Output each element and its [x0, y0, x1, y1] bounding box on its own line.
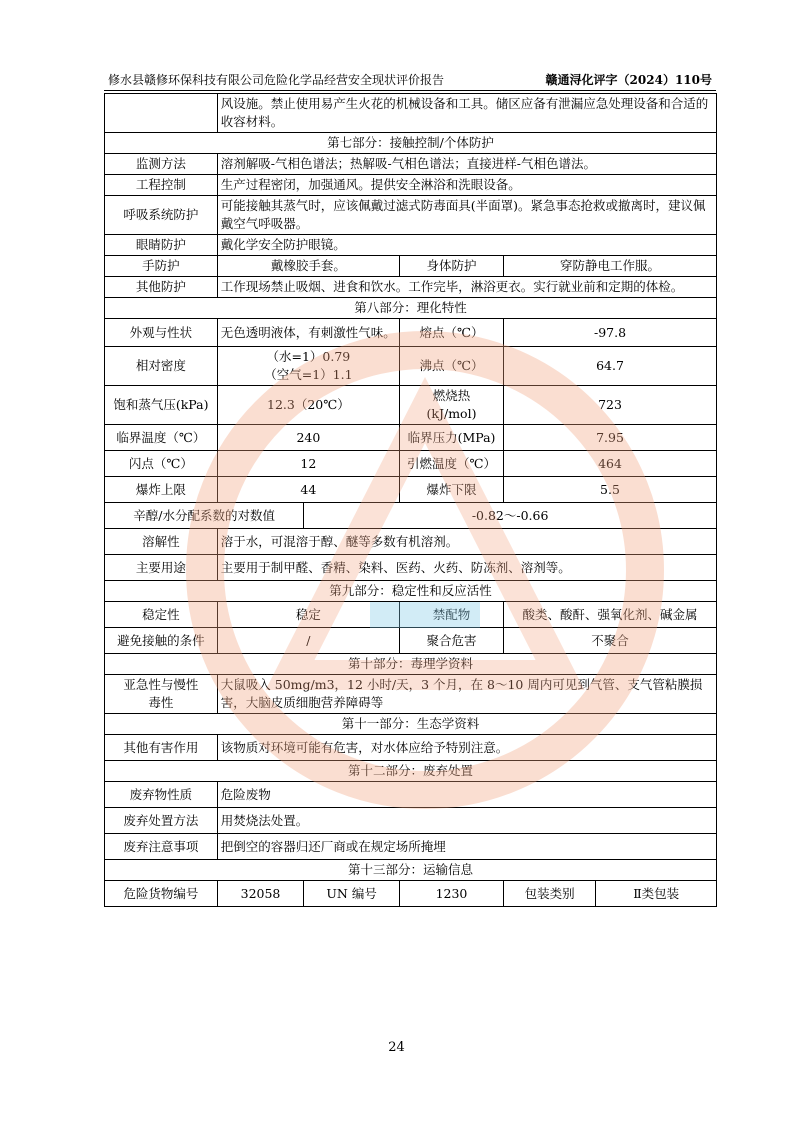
row-label: 引燃温度（℃）: [399, 451, 503, 477]
row-label: 饱和蒸气压(kPa): [105, 386, 218, 425]
row-label: 溶解性: [105, 529, 218, 555]
row-label: 熔点（℃）: [399, 319, 503, 347]
page-number: 24: [388, 1040, 405, 1055]
row-value: 723: [504, 386, 717, 425]
row-value: 穿防静电工作服。: [504, 256, 717, 277]
row-value: 溶于水，可混溶于醇、醚等多数有机溶剂。: [217, 529, 716, 555]
row-label: 废弃注意事项: [105, 834, 218, 860]
report-number: 赣通浔化评字（2024）110号: [545, 73, 712, 87]
row-label: 身体防护: [399, 256, 503, 277]
row-value: /: [217, 628, 399, 654]
table-row: [105, 529, 717, 555]
row-value: 酸类、酸酐、强氧化剂、碱金属: [504, 602, 717, 628]
section-title: 第七部分：接触控制/个体防护: [105, 133, 717, 154]
row-value: 12.3（20℃）: [217, 386, 399, 425]
row-label: 沸点（℃）: [399, 347, 503, 386]
row-label: 辛醇/水分配系数的对数值: [105, 503, 304, 529]
row-value: 32058: [217, 881, 303, 907]
row-label: 包装类别: [504, 881, 596, 907]
table-row: [105, 602, 717, 628]
row-value: 1230: [399, 881, 503, 907]
row-value: 生产过程密闭，加强通风。提供安全淋浴和洗眼设备。: [217, 175, 716, 196]
table-row: [105, 154, 717, 175]
row-value: 不聚合: [504, 628, 717, 654]
row-label: 临界温度（℃）: [105, 425, 218, 451]
msds-table: [104, 93, 717, 907]
row-value: 大鼠吸入 50mg/m3，12 小时/天，3 个月，在 8～10 周内可见到气管、支气管粘膜损害，大脑皮质细胞营养障碍等: [217, 675, 716, 714]
section-title: 第十三部分：运输信息: [105, 860, 717, 881]
row-value: 5.5: [504, 477, 717, 503]
row-label: 闪点（℃）: [105, 451, 218, 477]
section-header-13: [105, 860, 717, 881]
table-row: [105, 319, 717, 347]
row-value: 该物质对环境可能有危害，对水体应给予特别注意。: [217, 735, 716, 761]
row-label: 眼睛防护: [105, 235, 218, 256]
table-row: [105, 675, 717, 714]
density-water: （水=1）0.79: [266, 349, 351, 364]
table-row: [105, 808, 717, 834]
section-title: 第十部分：毒理学资料: [105, 654, 717, 675]
row-label: 外观与性状: [105, 319, 218, 347]
row-value: 7.95: [504, 425, 717, 451]
section-header-10: [105, 654, 717, 675]
row-value: 64.7: [504, 347, 717, 386]
row-value: 工作现场禁止吸烟、进食和饮水。工作完毕，淋浴更衣。实行就业前和定期的体检。: [217, 277, 716, 298]
row-label: 呼吸系统防护: [105, 196, 218, 235]
row-value: Ⅱ类包装: [596, 881, 717, 907]
tox-label-line1: 亚急性与慢性: [123, 677, 199, 692]
row-label: [399, 386, 503, 425]
section-title: 第十一部分：生态学资料: [105, 714, 717, 735]
row-label: 爆炸上限: [105, 477, 218, 503]
row-label: 爆炸下限: [399, 477, 503, 503]
tox-label-line2: 毒性: [148, 695, 174, 710]
row-value: 无色透明液体，有刺激性气味。: [217, 319, 399, 347]
row-label: 废弃物性质: [105, 782, 218, 808]
row-label: 废弃处置方法: [105, 808, 218, 834]
row-value: 240: [217, 425, 399, 451]
row-value: 溶剂解吸-气相色谱法；热解吸-气相色谱法；直接进样-气相色谱法。: [217, 154, 716, 175]
density-air: （空气=1）1.1: [264, 367, 353, 382]
row-label: 相对密度: [105, 347, 218, 386]
row-value: 戴化学安全防护眼镜。: [217, 235, 716, 256]
section-title: 第九部分：稳定性和反应活性: [105, 581, 717, 602]
section-header-8: [105, 298, 717, 319]
heat-label-line2: (kJ/mol): [426, 406, 477, 421]
table-row: [105, 555, 717, 581]
row-label: 工程控制: [105, 175, 218, 196]
table-row: [105, 277, 717, 298]
table-row: [105, 175, 717, 196]
row-label: 聚合危害: [399, 628, 503, 654]
row-value: 12: [217, 451, 399, 477]
row-label: 禁配物: [399, 602, 503, 628]
row-value: 用焚烧法处置。: [217, 808, 716, 834]
row-value: 464: [504, 451, 717, 477]
section-header-12: [105, 761, 717, 782]
table-row: [105, 196, 717, 235]
row-label: 危险货物编号: [105, 881, 218, 907]
table-row: [105, 735, 717, 761]
table-row: [105, 94, 717, 133]
table-row: [105, 628, 717, 654]
row-value: [217, 347, 399, 386]
table-row: [105, 347, 717, 386]
row-value: 戴橡胶手套。: [217, 256, 399, 277]
table-row: [105, 235, 717, 256]
row-value: 44: [217, 477, 399, 503]
row-value: -97.8: [504, 319, 717, 347]
row-value: 稳定: [217, 602, 399, 628]
section-header-9: [105, 581, 717, 602]
storage-text: 风设施。禁止使用易产生火花的机械设备和工具。储区应备有泄漏应急处理设备和合适的收容材料。: [217, 94, 716, 133]
row-label: 其他有害作用: [105, 735, 218, 761]
row-label: 主要用途: [105, 555, 218, 581]
report-title: 修水县赣修环保科技有限公司危险化学品经营安全现状评价报告: [108, 73, 445, 87]
row-label: 手防护: [105, 256, 218, 277]
row-label: 其他防护: [105, 277, 218, 298]
table-row: [105, 256, 717, 277]
row-label: 监测方法: [105, 154, 218, 175]
table-row: [105, 451, 717, 477]
table-row: [105, 881, 717, 907]
row-label: 稳定性: [105, 602, 218, 628]
table-row: [105, 425, 717, 451]
row-label: 临界压力(MPa): [399, 425, 503, 451]
row-label: UN 编号: [304, 881, 400, 907]
row-value: 可能接触其蒸气时，应该佩戴过滤式防毒面具(半面罩)。紧急事态抢救或撤离时，建议佩戴空气呼吸器。: [217, 196, 716, 235]
row-value: -0.82～-0.66: [304, 503, 717, 529]
section-title: 第八部分：理化特性: [105, 298, 717, 319]
row-value: 危险废物: [217, 782, 716, 808]
row-value: 把倒空的容器归还厂商或在规定场所掩埋: [217, 834, 716, 860]
section-title: 第十二部分：废弃处置: [105, 761, 717, 782]
page-header: [104, 68, 716, 91]
section-header-7: [105, 133, 717, 154]
row-label: 避免接触的条件: [105, 628, 218, 654]
table-row: [105, 782, 717, 808]
table-row: [105, 503, 717, 529]
table-row: [105, 477, 717, 503]
table-row: [105, 834, 717, 860]
heat-label-line1: 燃烧热: [432, 388, 471, 403]
section-header-11: [105, 714, 717, 735]
table-row: [105, 386, 717, 425]
row-value: 主要用于制甲醛、香精、染料、医药、火药、防冻剂、溶剂等。: [217, 555, 716, 581]
row-label: [105, 675, 218, 714]
